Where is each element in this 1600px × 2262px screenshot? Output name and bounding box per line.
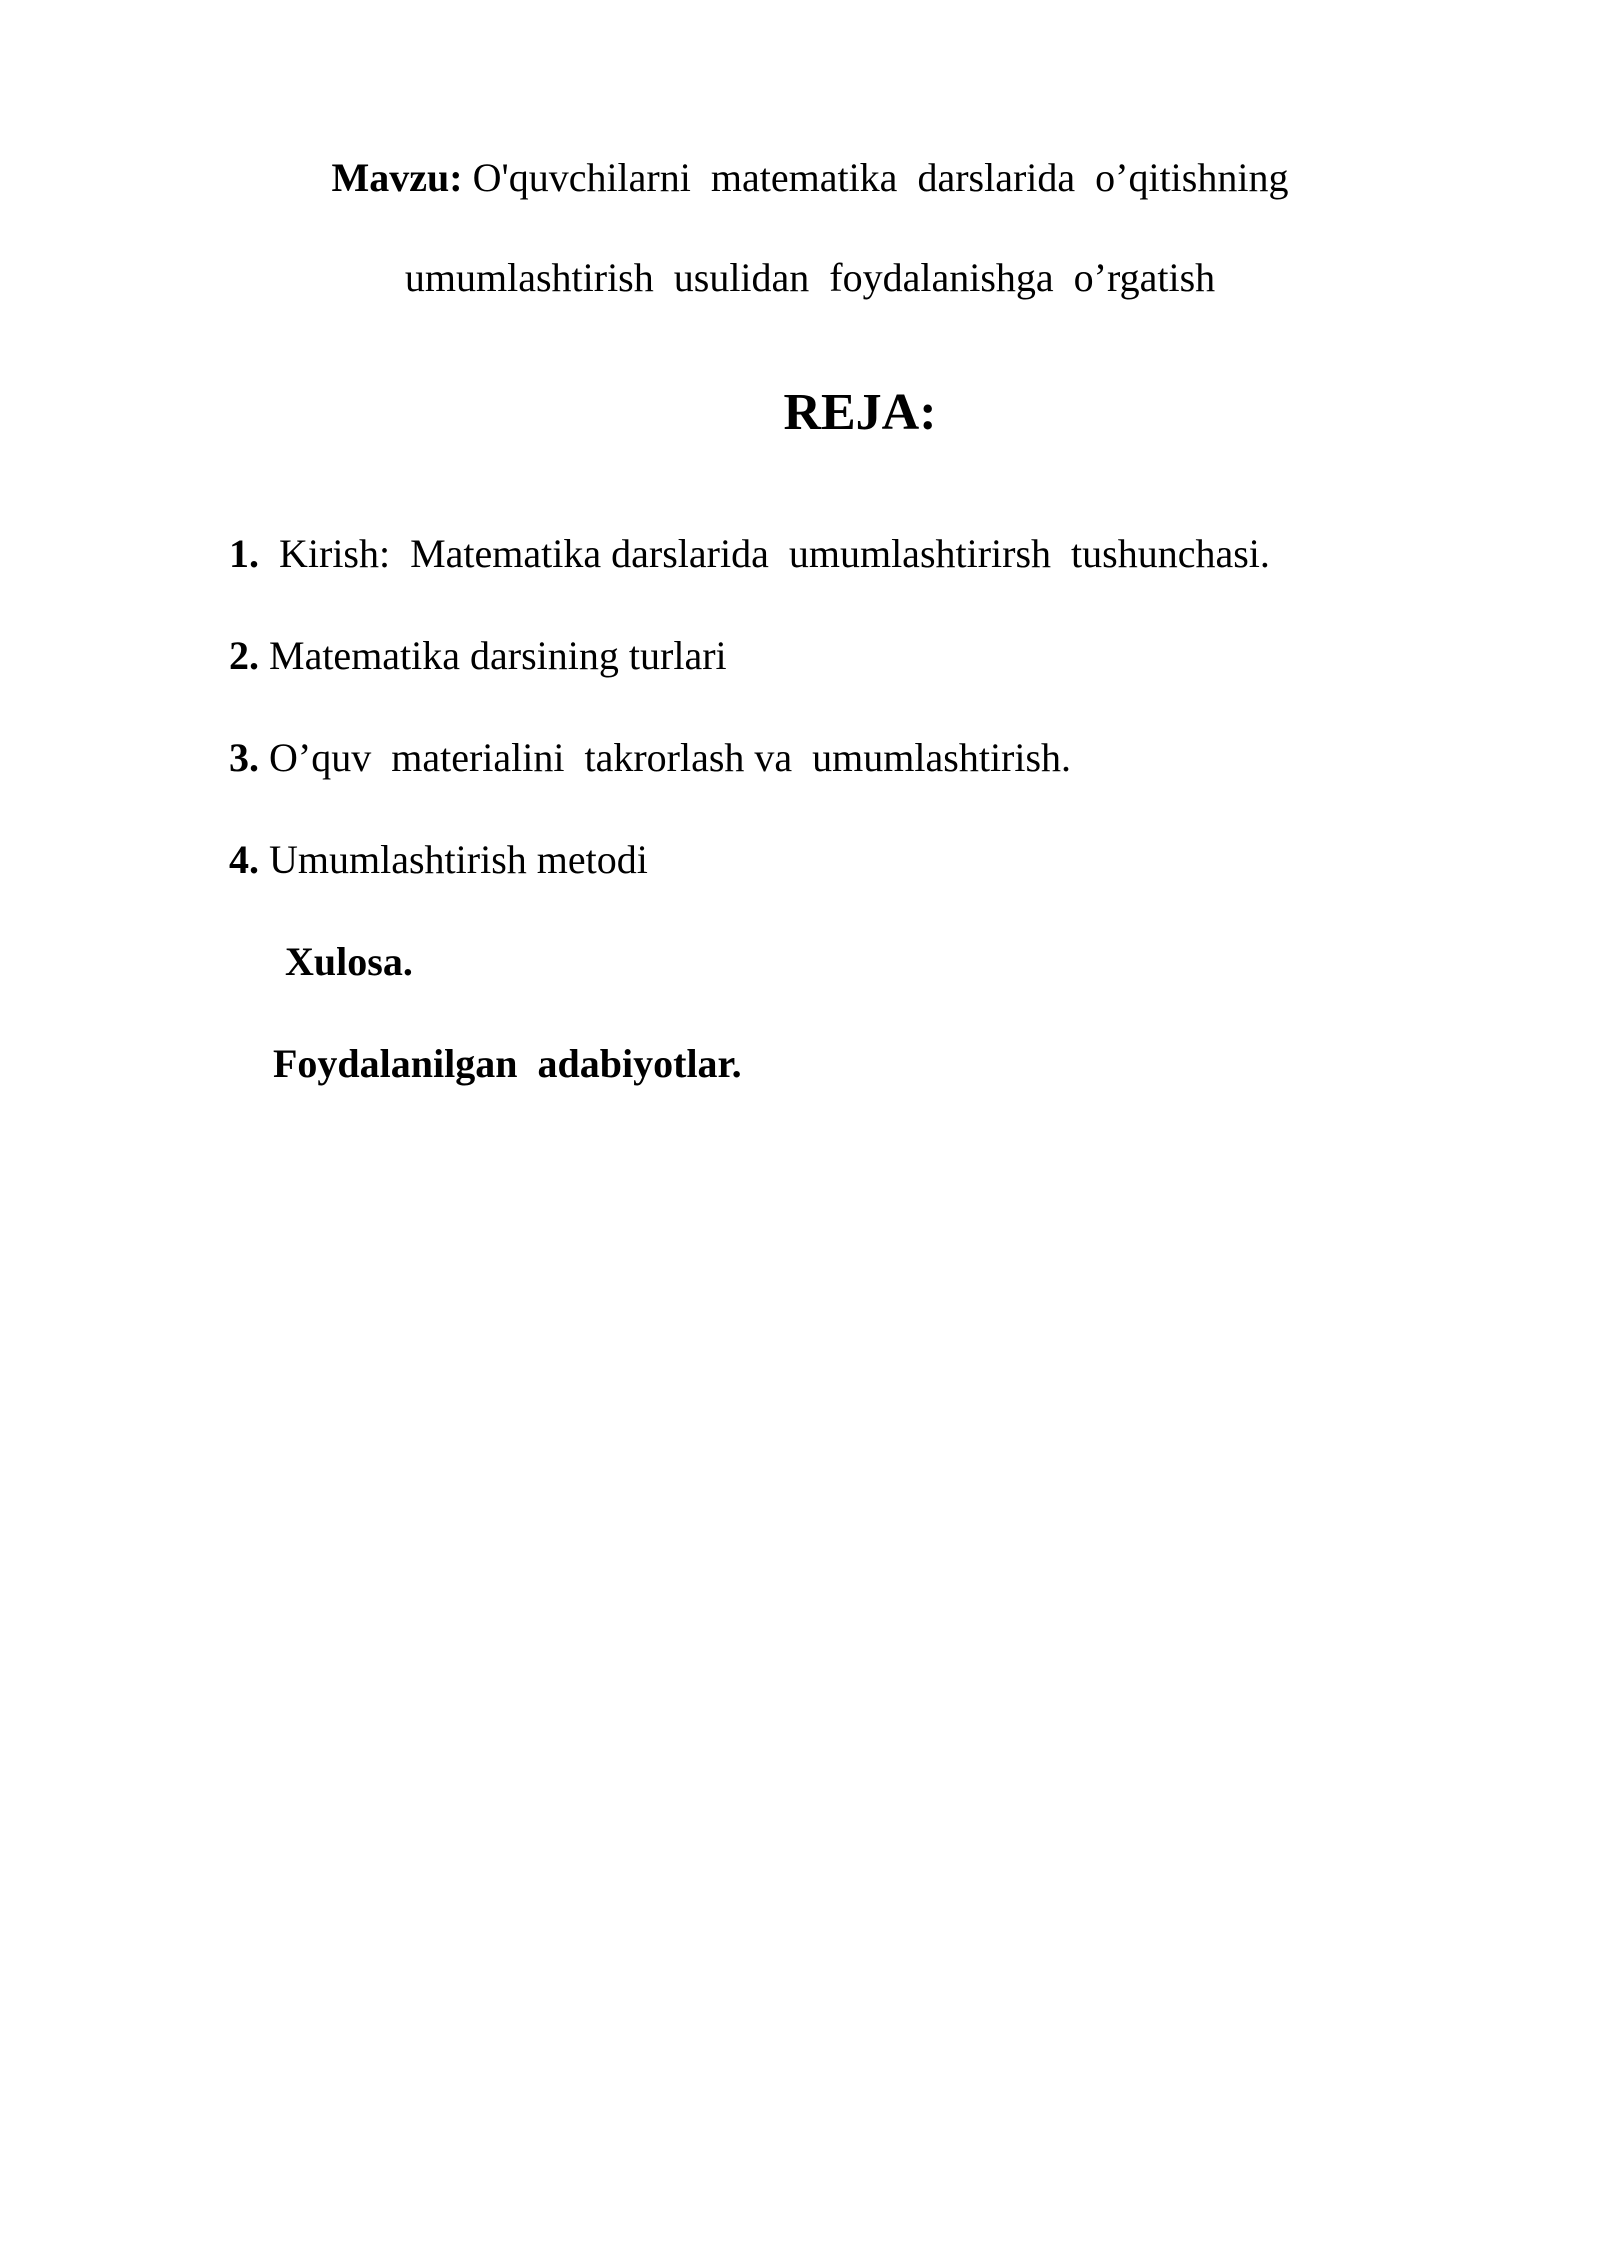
plan-item-number: 2. xyxy=(229,633,259,678)
topic-text-2: umumlashtirish usulidan foydalanishga o’rgatish xyxy=(404,255,1216,300)
plan-item-3 xyxy=(229,734,1071,782)
references-heading: Foydalanilgan adabiyotlar. xyxy=(273,1041,742,1086)
topic-text-1: O'quvchilarni matematika darslarida o’qitishning xyxy=(462,155,1289,200)
plan-item-2 xyxy=(229,632,727,680)
topic-label: Mavzu: xyxy=(331,155,463,200)
plan-item-number: 3. xyxy=(229,735,259,780)
plan-item-text: Umumlashtirish metodi xyxy=(259,837,648,882)
topic-line-2 xyxy=(230,254,1390,302)
plan-item-text: O’quv materialini takrorlash va umumlashtirish. xyxy=(259,735,1072,780)
plan-item-number: 4. xyxy=(229,837,259,882)
conclusion-heading: Xulosa. xyxy=(285,939,413,984)
plan-title: REJA: xyxy=(783,384,937,441)
plan-item-text: Matematika darsining turlari xyxy=(259,633,727,678)
plan-item-1 xyxy=(229,530,1270,578)
plan-item-number: 1. xyxy=(229,531,259,576)
plan-item-4 xyxy=(229,836,648,884)
topic-line-1 xyxy=(230,154,1390,202)
plan-item-text: Kirish: Matematika darslarida umumlashtirirsh tushunchasi. xyxy=(259,531,1270,576)
